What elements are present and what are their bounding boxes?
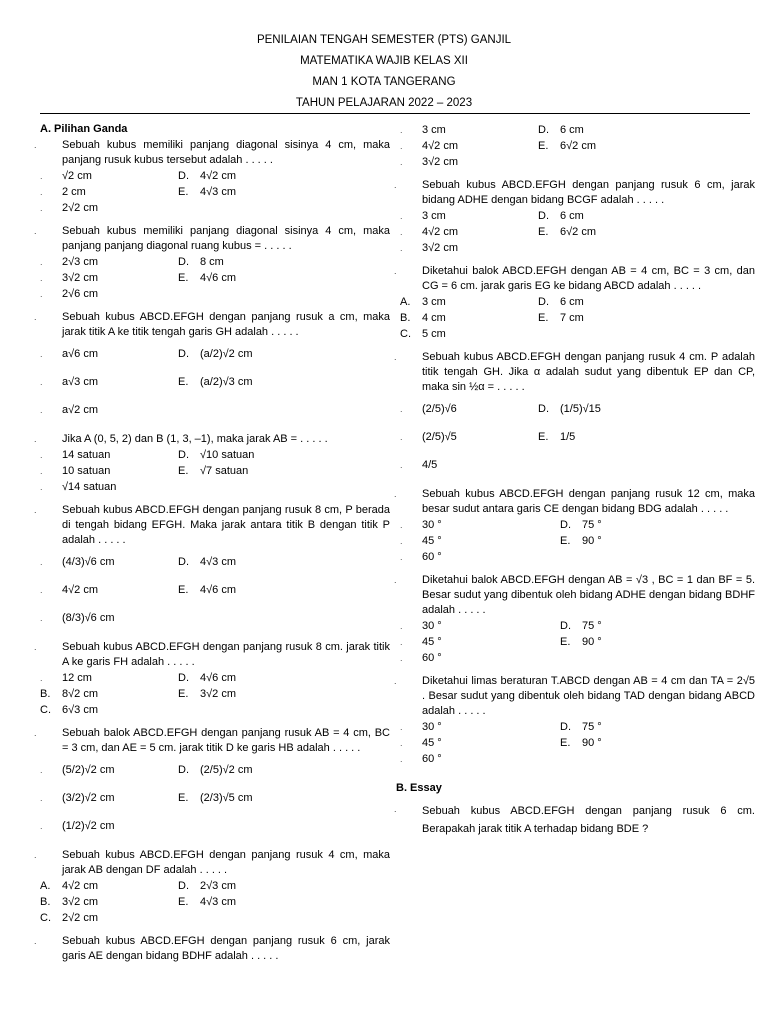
option-text: (5/2)√2 cm [62, 763, 115, 776]
option-letter: . [400, 721, 403, 732]
answer-option [40, 910, 200, 926]
option-text: 75 ° [582, 720, 602, 733]
answer-option [178, 670, 390, 686]
option-text: 4√3 cm [200, 895, 236, 908]
left-column [34, 122, 390, 972]
answer-options [40, 254, 390, 302]
answer-option [560, 719, 755, 735]
answer-option [538, 423, 755, 451]
answer-option [538, 224, 755, 240]
option-text: 8√2 cm [62, 687, 98, 700]
option-text: (a/2)√3 cm [200, 375, 253, 388]
answer-option [538, 294, 755, 310]
answer-option [40, 812, 200, 840]
option-letter: . [400, 459, 403, 470]
option-text: √2 cm [62, 169, 92, 182]
option-text: 2√6 cm [62, 287, 98, 300]
option-text: 45 ° [422, 736, 442, 749]
option-text: 14 satuan [62, 448, 111, 461]
answer-option [400, 634, 582, 650]
option-text: 4√2 cm [200, 169, 236, 182]
question-stem: Sebuah kubus ABCD.EFGH dengan panjang rusuk 6 cm. Berapakah jarak titik A terhadap bidang BDE ? [422, 805, 755, 835]
option-text: 3√2 cm [62, 895, 98, 908]
option-letter: D. [178, 448, 189, 461]
option-letter: . [400, 242, 403, 253]
option-letter: D. [560, 619, 571, 632]
option-text: √10 satuan [200, 448, 255, 461]
option-text: (1/5)√15 [560, 402, 601, 415]
option-text: 1/5 [560, 430, 576, 443]
bullet-marker: . [394, 180, 397, 190]
option-letter: . [40, 170, 43, 181]
answer-option [40, 604, 200, 632]
option-letter: . [400, 431, 403, 442]
question-item [34, 432, 390, 495]
option-letter: . [40, 272, 43, 283]
answer-options [400, 294, 755, 342]
option-text: a√2 cm [62, 403, 98, 416]
option-text: 4 cm [422, 311, 446, 324]
option-letter: . [40, 348, 43, 359]
option-text: 4√6 cm [200, 583, 236, 596]
question-item [34, 224, 390, 302]
option-letter: C. [40, 911, 51, 924]
option-letter: . [40, 465, 43, 476]
bullet-marker: . [34, 850, 37, 860]
option-letter: E. [178, 791, 189, 804]
option-letter: . [400, 551, 403, 562]
option-text: 45 ° [422, 635, 442, 648]
option-text: 2√2 cm [62, 201, 98, 214]
option-letter: B. [40, 895, 51, 908]
answer-option [400, 326, 560, 342]
option-text: 45 ° [422, 534, 442, 547]
option-letter: . [400, 636, 403, 647]
answer-option [538, 395, 755, 423]
question-stem: Sebuah kubus ABCD.EFGH dengan panjang rusuk 6 cm, jarak garis AE dengan bidang BDHF adalah . . . . . [62, 935, 390, 962]
answer-option [40, 396, 200, 424]
option-letter: . [400, 535, 403, 546]
option-letter: E. [178, 185, 189, 198]
option-letter: D. [178, 255, 189, 268]
answer-option [178, 447, 390, 463]
question-stem: Sebuah kubus ABCD.EFGH dengan panjang rusuk 8 cm. jarak titik A ke garis FH adalah . . . . . [62, 641, 390, 668]
option-letter: D. [178, 347, 189, 360]
answer-option [538, 310, 755, 326]
question-item [394, 350, 755, 479]
answer-options [400, 208, 755, 256]
answer-option [560, 533, 755, 549]
answer-options [40, 168, 390, 216]
option-letter: D. [560, 720, 571, 733]
option-text: 30 ° [422, 518, 442, 531]
option-text: 6 cm [560, 209, 584, 222]
option-text: 4√3 cm [200, 555, 236, 568]
question-stem: Sebuah kubus memiliki panjang diagonal sisinya 4 cm, maka panjang rusuk kubus tersebut adalah . . . . . [62, 139, 390, 166]
option-text: 5 cm [422, 327, 446, 340]
answer-options [400, 395, 755, 479]
option-letter: E. [178, 375, 189, 388]
answer-option [178, 576, 390, 604]
option-letter: C. [400, 327, 411, 340]
answer-option [538, 138, 755, 154]
question-stem: Sebuah kubus ABCD.EFGH dengan panjang rusuk 4 cm. P adalah titik tengah GH. Jika α adalah sudut yang dibentuk EP dan CP, maka sin ½α = . . . . . [422, 351, 755, 393]
option-text: (4/3)√6 cm [62, 555, 115, 568]
option-text: 6 cm [560, 123, 584, 136]
option-text: (8/3)√6 cm [62, 611, 115, 624]
answer-options [400, 618, 755, 666]
bullet-marker: . [34, 505, 37, 515]
option-letter: E. [178, 583, 189, 596]
option-text: 4√2 cm [62, 879, 98, 892]
question-item [394, 264, 755, 342]
answer-option [178, 548, 390, 576]
answer-option [400, 751, 582, 767]
question-stem: Sebuah kubus ABCD.EFGH dengan panjang rusuk 8 cm, P berada di tengah bidang EFGH. Maka jarak antara titik B dengan titik P adalah . . . . . [62, 504, 390, 546]
question-item [394, 573, 755, 666]
option-text: 3 cm [422, 295, 446, 308]
answer-option [178, 254, 390, 270]
option-letter: C. [40, 703, 51, 716]
option-text: 2√2 cm [62, 911, 98, 924]
header-title: PENILAIAN TENGAH SEMESTER (PTS) GANJIL [256, 34, 512, 46]
answer-option [178, 368, 390, 396]
answer-option [178, 168, 390, 184]
option-letter: E. [178, 687, 189, 700]
option-letter: . [400, 140, 403, 151]
answer-option [178, 756, 390, 784]
answer-option [400, 618, 582, 634]
answer-option [560, 735, 755, 751]
option-letter: E. [538, 225, 549, 238]
question-item [34, 640, 390, 718]
question-stem: Sebuah kubus ABCD.EFGH dengan panjang rusuk 12 cm, maka besar sudut antara garis CE dengan bidang BDG adalah . . . . . [422, 488, 755, 515]
question-item [394, 802, 755, 838]
section-a-heading: A. Pilihan Ganda [40, 123, 128, 135]
option-text: 90 ° [582, 635, 602, 648]
option-letter: A. [400, 295, 411, 308]
question-stem: Sebuah balok ABCD.EFGH dengan panjang rusuk AB = 4 cm, BC = 3 cm, dan AE = 5 cm. jarak titik D ke garis HB adalah . . . . . [62, 727, 390, 754]
answer-option [400, 451, 560, 479]
answer-option [40, 200, 200, 216]
question-stem: Diketahui balok ABCD.EFGH dengan AB = 4 cm, BC = 3 cm, dan CG = 6 cm. jarak garis EG ke bidang ABCD adalah . . . . . [422, 265, 755, 292]
option-letter: D. [538, 209, 549, 222]
option-letter: . [40, 672, 43, 683]
header-subject: MATEMATIKA WAJIB KELAS XII [300, 55, 468, 67]
option-letter: . [400, 156, 403, 167]
answer-options [40, 548, 390, 632]
option-letter: . [40, 764, 43, 775]
option-text: 3 cm [422, 209, 446, 222]
option-text: 7 cm [560, 311, 584, 324]
answer-options [40, 878, 390, 926]
bullet-marker: . [394, 489, 397, 499]
option-text: 30 ° [422, 619, 442, 632]
option-letter: E. [538, 311, 549, 324]
option-text: 8 cm [200, 255, 224, 268]
answer-option [178, 784, 390, 812]
exam-header [0, 30, 768, 114]
option-letter: D. [538, 123, 549, 136]
answer-option [178, 878, 390, 894]
answer-option [178, 686, 390, 702]
option-letter: . [400, 737, 403, 748]
option-letter: . [40, 202, 43, 213]
option-text: 6√2 cm [560, 225, 596, 238]
bullet-marker: . [34, 936, 37, 946]
option-text: 3 cm [422, 123, 446, 136]
question-stem: Sebuah kubus ABCD.EFGH dengan panjang rusuk a cm, maka jarak titik A ke titik tengah garis GH adalah . . . . . [62, 311, 390, 338]
option-letter: . [400, 226, 403, 237]
answer-option [40, 702, 200, 718]
bullet-marker: . [34, 434, 37, 444]
option-letter: . [40, 612, 43, 623]
question-item [34, 310, 390, 424]
answer-option [178, 270, 390, 286]
answer-option [400, 735, 582, 751]
option-text: 90 ° [582, 534, 602, 547]
option-text: 4√2 cm [422, 225, 458, 238]
answer-options [40, 340, 390, 424]
option-text: 6√2 cm [560, 139, 596, 152]
bullet-marker: . [394, 676, 397, 686]
option-text: 2√3 cm [62, 255, 98, 268]
question-stem: Sebuah kubus memiliki panjang diagonal sisinya 4 cm, maka panjang panjang diagonal ruang kubus = . . . . . [62, 225, 390, 252]
option-letter: . [40, 288, 43, 299]
answer-option [40, 479, 200, 495]
option-letter: . [40, 556, 43, 567]
option-text: 6√3 cm [62, 703, 98, 716]
option-text: (2/5)√5 [422, 430, 457, 443]
answer-options [400, 719, 755, 767]
option-text: (2/5)√6 [422, 402, 457, 415]
option-text: 4√2 cm [62, 583, 98, 596]
answer-option [178, 184, 390, 200]
answer-option [178, 894, 390, 910]
option-text: (a/2)√2 cm [200, 347, 253, 360]
option-text: 60 ° [422, 752, 442, 765]
bullet-marker: . [394, 266, 397, 276]
question-stem: Diketahui balok ABCD.EFGH dengan AB = √3 , BC = 1 dan BF = 5. Besar sudut yang dibentuk oleh bidang ADHE dengan bidang BDHF adalah . . . . . [422, 574, 755, 616]
option-text: 4√6 cm [200, 271, 236, 284]
answer-option [400, 240, 560, 256]
question-item [34, 848, 390, 926]
question-item [34, 503, 390, 632]
option-letter: E. [178, 271, 189, 284]
answer-option [400, 719, 582, 735]
option-letter: . [40, 449, 43, 460]
question-item [394, 674, 755, 767]
bullet-marker: . [34, 728, 37, 738]
option-text: 3√2 cm [62, 271, 98, 284]
question-stem: Jika A (0, 5, 2) dan B (1, 3, –1), maka jarak AB = . . . . . [62, 433, 328, 445]
option-letter: . [400, 210, 403, 221]
question-item [34, 138, 390, 216]
answer-option [560, 634, 755, 650]
bullet-marker: . [394, 352, 397, 362]
answer-option [40, 286, 200, 302]
option-text: a√3 cm [62, 375, 98, 388]
answer-option [560, 517, 755, 533]
answer-options [400, 517, 755, 565]
option-letter: . [40, 584, 43, 595]
option-text: 60 ° [422, 651, 442, 664]
question-stem: Diketahui limas beraturan T.ABCD dengan AB = 4 cm dan TA = 2√5 . Besar sudut yang dibentuk oleh bidang TAD dengan bidang ABCD adalah . . . . . [422, 675, 755, 717]
option-letter: . [40, 376, 43, 387]
bullet-marker: . [34, 312, 37, 322]
option-text: 4√6 cm [200, 671, 236, 684]
option-letter: . [400, 124, 403, 135]
header-year: TAHUN PELAJARAN 2022 – 2023 [295, 97, 473, 109]
option-letter: B. [40, 687, 51, 700]
option-text: (1/2)√2 cm [62, 819, 115, 832]
answer-option [538, 122, 755, 138]
answer-options [40, 447, 390, 495]
option-letter: D. [178, 879, 189, 892]
option-text: 2 cm [62, 185, 86, 198]
header-school: MAN 1 KOTA TANGERANG [312, 76, 456, 88]
option-letter: E. [538, 430, 549, 443]
option-letter: E. [178, 464, 189, 477]
option-letter: E. [538, 139, 549, 152]
option-text: 4√2 cm [422, 139, 458, 152]
option-letter: A. [40, 879, 51, 892]
option-text: 3√2 cm [422, 241, 458, 254]
option-text: 10 satuan [62, 464, 111, 477]
answer-option [400, 533, 582, 549]
question-item [34, 726, 390, 840]
option-letter: . [400, 620, 403, 631]
option-letter: E. [560, 736, 571, 749]
option-text: (2/3)√5 cm [200, 791, 253, 804]
option-text: √14 satuan [62, 480, 117, 493]
answer-options [40, 756, 390, 840]
answer-option [400, 650, 582, 666]
option-text: 4√3 cm [200, 185, 236, 198]
answer-option [178, 340, 390, 368]
header-divider [40, 113, 750, 114]
bullet-marker: . [34, 642, 37, 652]
option-text: 90 ° [582, 736, 602, 749]
option-letter: . [40, 481, 43, 492]
option-text: 75 ° [582, 518, 602, 531]
option-text: 30 ° [422, 720, 442, 733]
option-text: a√6 cm [62, 347, 98, 360]
answer-options [40, 670, 390, 718]
answer-option [400, 517, 582, 533]
option-text: (3/2)√2 cm [62, 791, 115, 804]
option-letter: D. [178, 169, 189, 182]
bullet-marker: . [394, 804, 397, 814]
option-letter: . [400, 652, 403, 663]
answer-option [560, 618, 755, 634]
option-text: 3√2 cm [422, 155, 458, 168]
option-letter: D. [178, 763, 189, 776]
bullet-marker: . [34, 226, 37, 236]
option-text: 6 cm [560, 295, 584, 308]
option-letter: D. [538, 295, 549, 308]
question-item [34, 934, 390, 964]
question-item [394, 178, 755, 256]
option-text: 4/5 [422, 458, 438, 471]
option-letter: D. [178, 555, 189, 568]
answer-option [538, 208, 755, 224]
answer-options [400, 122, 755, 170]
option-letter: D. [178, 671, 189, 684]
answer-option [400, 154, 560, 170]
option-letter: B. [400, 311, 411, 324]
option-letter: . [400, 753, 403, 764]
section-b-heading: B. Essay [396, 782, 442, 794]
option-letter: . [40, 186, 43, 197]
option-letter: E. [560, 534, 571, 547]
option-text: √7 satuan [200, 464, 249, 477]
option-letter: D. [560, 518, 571, 531]
option-text: 3√2 cm [200, 687, 236, 700]
option-letter: . [40, 404, 43, 415]
option-letter: . [40, 820, 43, 831]
option-letter: . [400, 519, 403, 530]
question-stem: Sebuah kubus ABCD.EFGH dengan panjang rusuk 4 cm, maka jarak AB dengan DF adalah . . . . . [62, 849, 390, 876]
question-item [400, 122, 755, 170]
answer-option [400, 549, 582, 565]
option-letter: . [40, 792, 43, 803]
option-letter: . [40, 256, 43, 267]
option-letter: E. [178, 895, 189, 908]
right-column [394, 122, 755, 846]
option-text: 12 cm [62, 671, 92, 684]
option-text: 60 ° [422, 550, 442, 563]
option-text: (2/5)√2 cm [200, 763, 253, 776]
option-letter: E. [560, 635, 571, 648]
option-letter: D. [538, 402, 549, 415]
bullet-marker: . [34, 140, 37, 150]
bullet-marker: . [394, 575, 397, 585]
answer-option [178, 463, 390, 479]
option-letter: . [400, 403, 403, 414]
option-text: 2√3 cm [200, 879, 236, 892]
question-stem: Sebuah kubus ABCD.EFGH dengan panjang rusuk 6 cm, jarak bidang ADHE dengan bidang BCGF adalah . . . . . [422, 179, 755, 206]
option-text: 75 ° [582, 619, 602, 632]
question-item [394, 487, 755, 565]
essay-list [394, 802, 755, 838]
